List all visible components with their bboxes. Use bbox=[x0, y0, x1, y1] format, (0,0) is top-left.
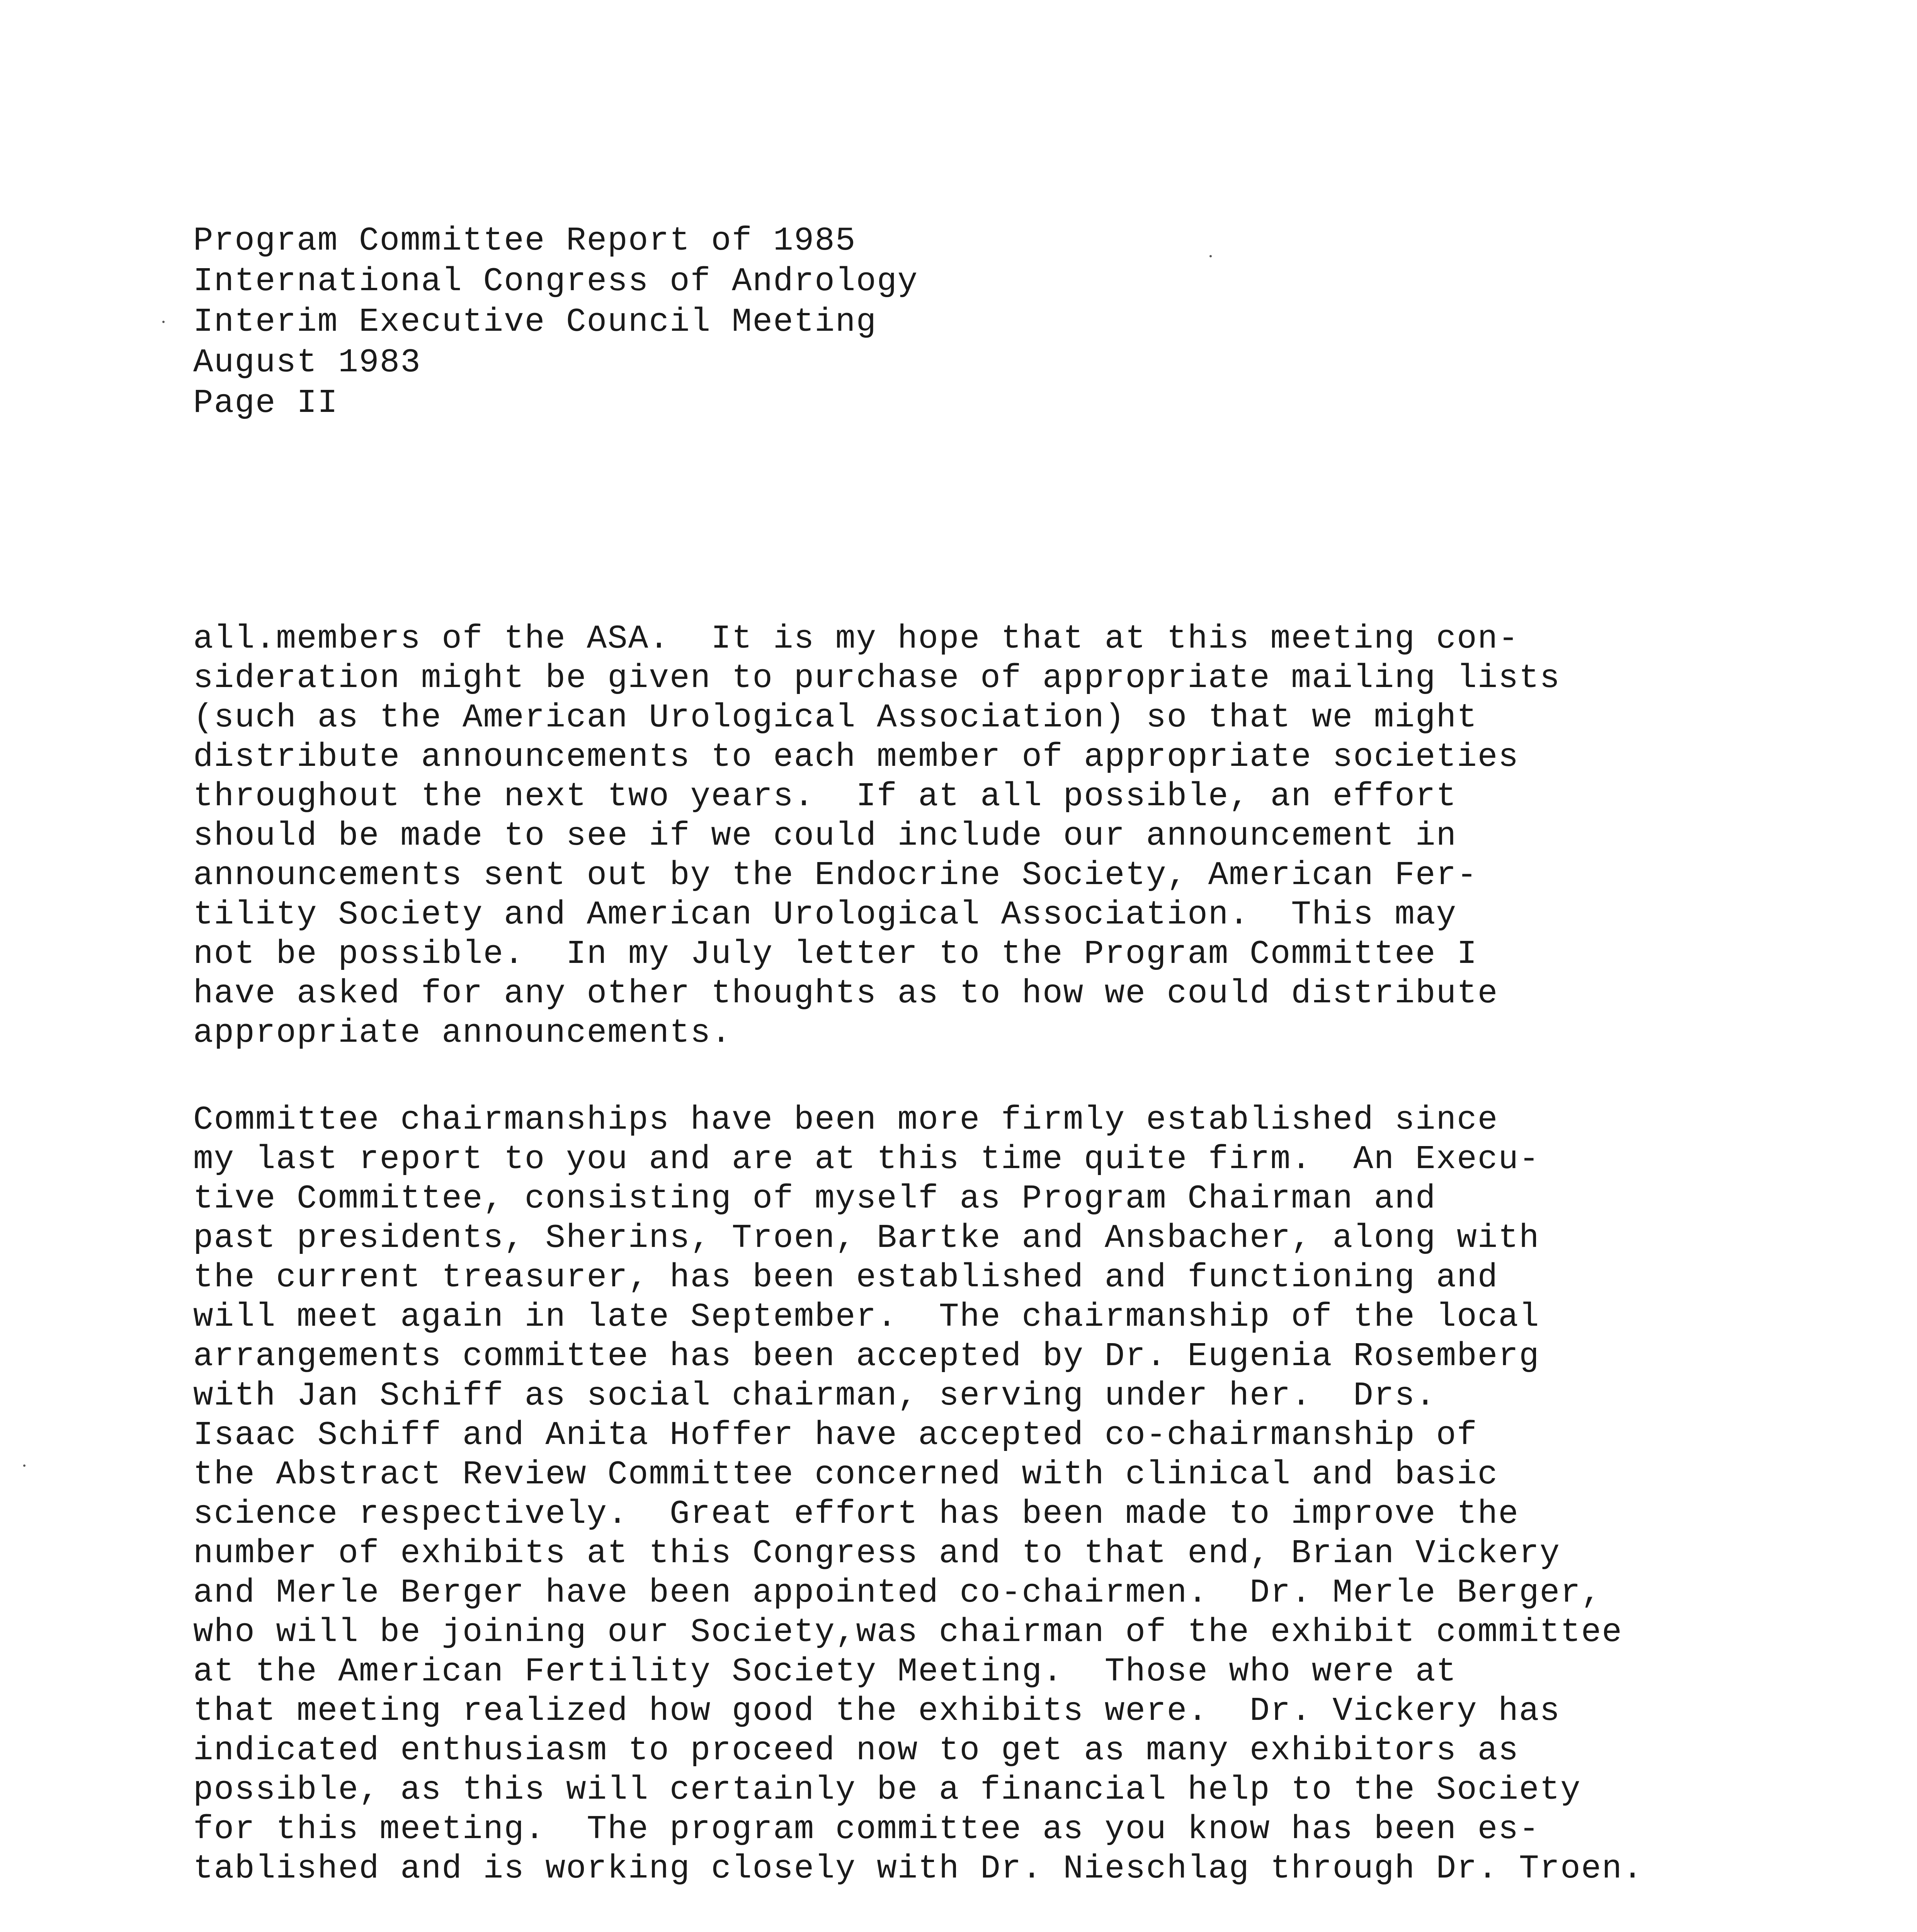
paragraph-line: throughout the next two years. If at all possible, an effort bbox=[193, 777, 1457, 815]
paragraph-line: at the American Fertility Society Meeting. Those who were at bbox=[193, 1653, 1457, 1690]
paragraph-line: Isaac Schiff and Anita Hoffer have accepted co-chairmanship of bbox=[193, 1416, 1478, 1454]
paragraph-line: science respectively. Great effort has been made to improve the bbox=[193, 1495, 1519, 1533]
paragraph-line: and Merle Berger have been appointed co-chairmen. Dr. Merle Berger, bbox=[193, 1574, 1602, 1612]
paragraph-line: with Jan Schiff as social chairman, serving under her. Drs. bbox=[193, 1377, 1436, 1415]
paragraph-line: who will be joining our Society,was chairman of the exhibit committee bbox=[193, 1613, 1623, 1651]
paragraph-line: will meet again in late September. The chairmanship of the local bbox=[193, 1298, 1540, 1336]
paragraph-line: tility Society and American Urological Association. This may bbox=[193, 896, 1457, 934]
header-line: International Congress of Andrology bbox=[193, 262, 919, 300]
paragraph-line: the Abstract Review Committee concerned with clinical and basic bbox=[193, 1456, 1499, 1493]
header-line: August 1983 bbox=[193, 344, 421, 381]
scan-speck bbox=[1209, 255, 1212, 257]
paragraph-line: tive Committee, consisting of myself as Program Chairman and bbox=[193, 1180, 1436, 1218]
paragraph-line: have asked for any other thoughts as to how we could distribute bbox=[193, 975, 1499, 1012]
scan-speck bbox=[23, 1464, 26, 1467]
paragraph-line: for this meeting. The program committee as you know has been es- bbox=[193, 1810, 1540, 1848]
paragraph-line: my last report to you and are at this time quite firm. An Execu- bbox=[193, 1140, 1540, 1178]
paragraph-line: announcements sent out by the Endocrine Society, American Fer- bbox=[193, 856, 1478, 894]
paragraph-line: distribute announcements to each member of appropriate societies bbox=[193, 738, 1519, 776]
header-line: Page II bbox=[193, 384, 338, 422]
paragraph-line: (such as the American Urological Association) so that we might bbox=[193, 699, 1478, 736]
paragraph-line: the current treasurer, has been established and functioning and bbox=[193, 1259, 1499, 1296]
paragraph-line: arrangements committee has been accepted by Dr. Eugenia Rosemberg bbox=[193, 1337, 1540, 1375]
paragraph-line: Committee chairmanships have been more firmly established since bbox=[193, 1101, 1499, 1139]
paragraph-line: number of exhibits at this Congress and to that end, Brian Vickery bbox=[193, 1534, 1561, 1572]
paragraph-line: sideration might be given to purchase of appropriate mailing lists bbox=[193, 659, 1561, 697]
header-line: Interim Executive Council Meeting bbox=[193, 303, 877, 341]
paragraph-line: possible, as this will certainly be a financial help to the Society bbox=[193, 1771, 1581, 1809]
scan-speck bbox=[162, 321, 165, 323]
paragraph-line: tablished and is working closely with Dr. Nieschlag through Dr. Troen. bbox=[193, 1850, 1643, 1888]
paragraph-line: indicated enthusiasm to proceed now to get as many exhibitors as bbox=[193, 1731, 1519, 1769]
paragraph-line: should be made to see if we could include our announcement in bbox=[193, 817, 1457, 855]
paragraph-line: past presidents, Sherins, Troen, Bartke and Ansbacher, along with bbox=[193, 1219, 1540, 1257]
paragraph-line: all.members of the ASA. It is my hope that at this meeting con- bbox=[193, 620, 1519, 658]
header-line: Program Committee Report of 1985 bbox=[193, 222, 856, 260]
paragraph-line: not be possible. In my July letter to the Program Committee I bbox=[193, 935, 1478, 973]
paragraph-line: appropriate announcements. bbox=[193, 1014, 732, 1052]
paragraph-line: that meeting realized how good the exhibits were. Dr. Vickery has bbox=[193, 1692, 1561, 1730]
